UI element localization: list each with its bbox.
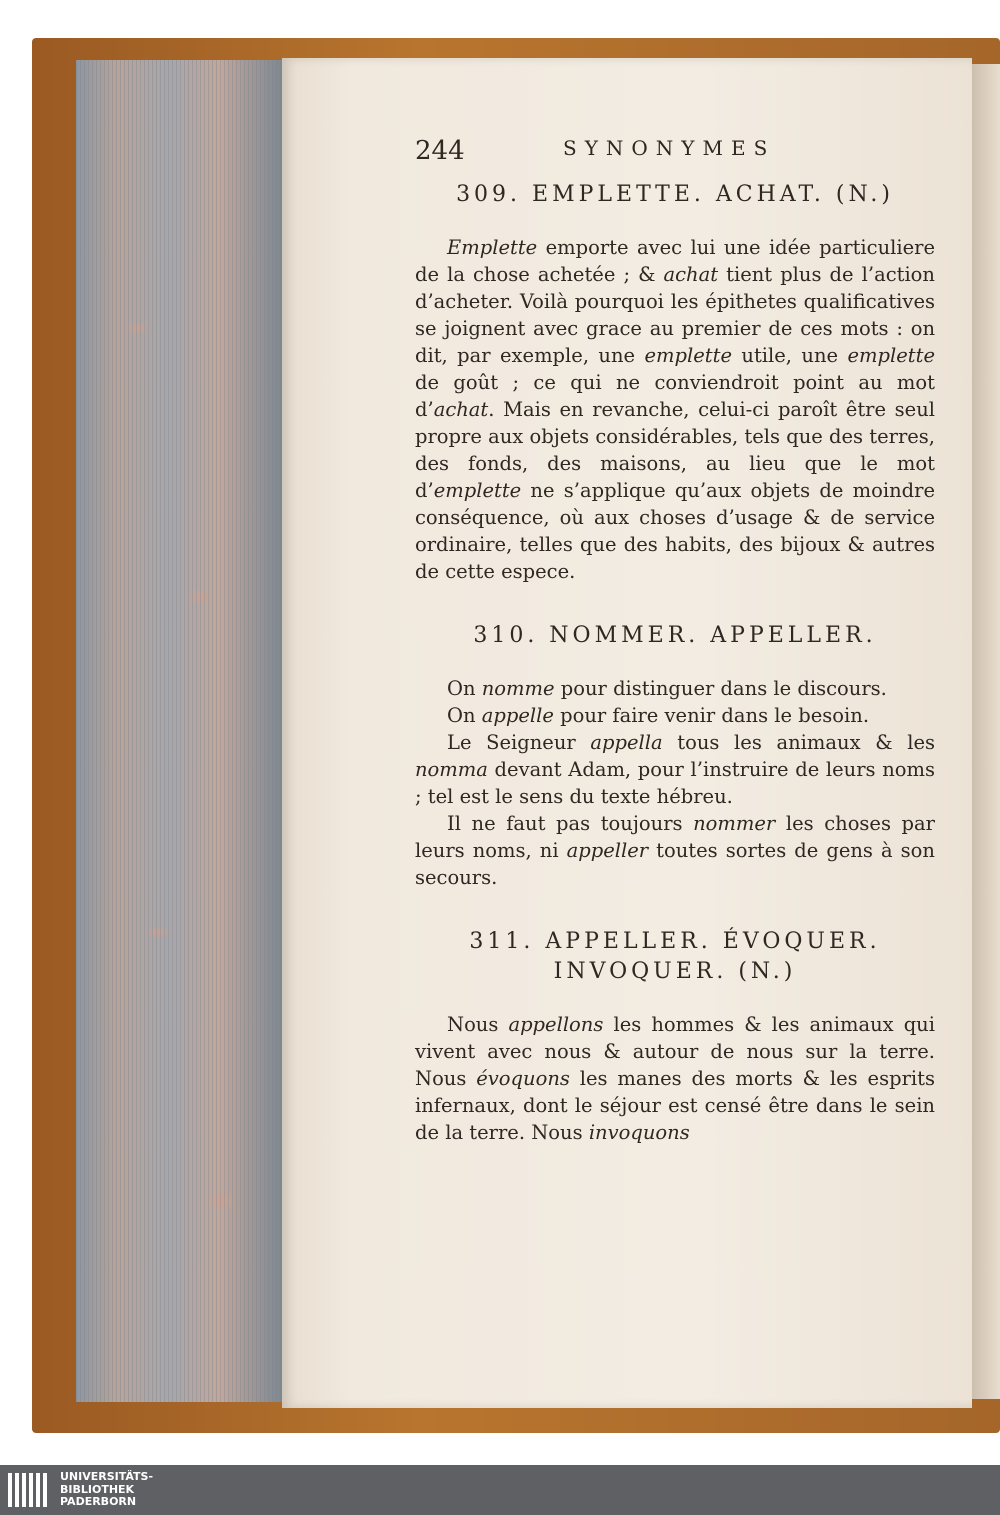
italic-term: nomma bbox=[415, 758, 488, 781]
italic-term: Emplette bbox=[447, 236, 538, 259]
entry-spacer bbox=[415, 891, 935, 915]
entry-title: 311. APPELLER. ÉVOQUER. INVOQUER. (N.) bbox=[469, 929, 881, 984]
italic-term: invoquons bbox=[588, 1121, 690, 1144]
text-run: tient plus de l’action d’acheter. Voilà pourquoi les épithetes qualificatives se joignent avec grace au premier de ces mots : on dit, par exemple, une bbox=[415, 263, 935, 367]
text-run: les manes des morts & les esprits infernaux, dont le séjour est censé être dans le sein de la terre. Nous bbox=[415, 1067, 935, 1144]
text-run: ne s’applique qu’aux objets de moindre conséquence, où aux choses d’usage & de service ordinaire, telles que des habits, des bijoux & autres de cette espece. bbox=[415, 479, 935, 583]
entry-title: 309. EMPLETTE. ACHAT. (N.) bbox=[456, 182, 894, 207]
entries-container bbox=[415, 180, 935, 1146]
marbled-page-edge bbox=[76, 60, 282, 1402]
italic-term: appeller bbox=[566, 839, 649, 862]
italic-term: nomme bbox=[481, 677, 555, 700]
text-run: de goût ; ce qui ne conviendroit point au mot d’ bbox=[415, 371, 935, 421]
text-run: toutes sortes de gens à son secours. bbox=[415, 839, 935, 889]
text-run: utile, une bbox=[732, 344, 848, 367]
text-run: devant Adam, pour l’instruire de leurs noms ; tel est le sens du texte hébreu. bbox=[415, 758, 935, 808]
italic-term: achat bbox=[433, 398, 489, 421]
text-run: On bbox=[447, 677, 482, 700]
text-run: Nous bbox=[447, 1013, 509, 1036]
text-run: Le Seigneur bbox=[447, 731, 591, 754]
logo-line: PADERBORN bbox=[60, 1495, 137, 1508]
italic-term: évoquons bbox=[476, 1067, 570, 1090]
italic-term: achat bbox=[663, 263, 719, 286]
text-run: Il ne faut pas toujours bbox=[447, 812, 694, 835]
text-run: pour faire venir dans le besoin. bbox=[553, 704, 870, 727]
entry-paragraph bbox=[415, 810, 935, 891]
text-run: les hommes & les animaux qui vivent avec nous & autour de nous sur la terre. Nous bbox=[415, 1013, 935, 1090]
italic-term: nommer bbox=[693, 812, 776, 835]
entry-paragraph bbox=[415, 702, 935, 729]
page-number: 244 bbox=[415, 136, 465, 166]
italic-term: appellons bbox=[508, 1013, 604, 1036]
page-text bbox=[415, 130, 935, 1146]
entry-spacer bbox=[415, 585, 935, 609]
entry-title: 310. NOMMER. APPELLER. bbox=[473, 623, 877, 648]
running-head bbox=[415, 130, 935, 170]
library-logo-icon bbox=[8, 1473, 48, 1507]
logo-line: UNIVERSITÄTS- bbox=[60, 1470, 154, 1483]
text-run: tous les animaux & les bbox=[662, 731, 936, 754]
italic-term: emplette bbox=[847, 344, 935, 367]
library-logo-text bbox=[60, 1471, 153, 1509]
italic-term: appelle bbox=[481, 704, 554, 727]
italic-term: appella bbox=[590, 731, 663, 754]
entry-paragraph bbox=[415, 675, 935, 702]
text-run: emporte avec lui une idée particuliere de la chose achetée ; & bbox=[415, 236, 935, 286]
text-run: pour distinguer dans le discours. bbox=[554, 677, 887, 700]
entry-paragraph bbox=[415, 234, 935, 585]
running-title: SYNONYMES bbox=[563, 136, 776, 160]
entry-paragraph bbox=[415, 1011, 935, 1146]
logo-line: BIBLIOTHEK bbox=[60, 1482, 135, 1496]
text-run: On bbox=[447, 704, 482, 727]
text-run: . Mais en revanche, celui-ci paroît être seul propre aux objets considérables, tels que des terres, des fonds, des maisons, au lieu que le mot d’ bbox=[415, 398, 936, 502]
italic-term: emplette bbox=[433, 479, 522, 502]
facing-page-edge bbox=[972, 64, 1000, 1399]
italic-term: emplette bbox=[644, 344, 732, 367]
entry-paragraph bbox=[415, 729, 935, 810]
library-footer bbox=[0, 1465, 1000, 1515]
text-run: les choses par leurs noms, ni bbox=[415, 812, 935, 862]
